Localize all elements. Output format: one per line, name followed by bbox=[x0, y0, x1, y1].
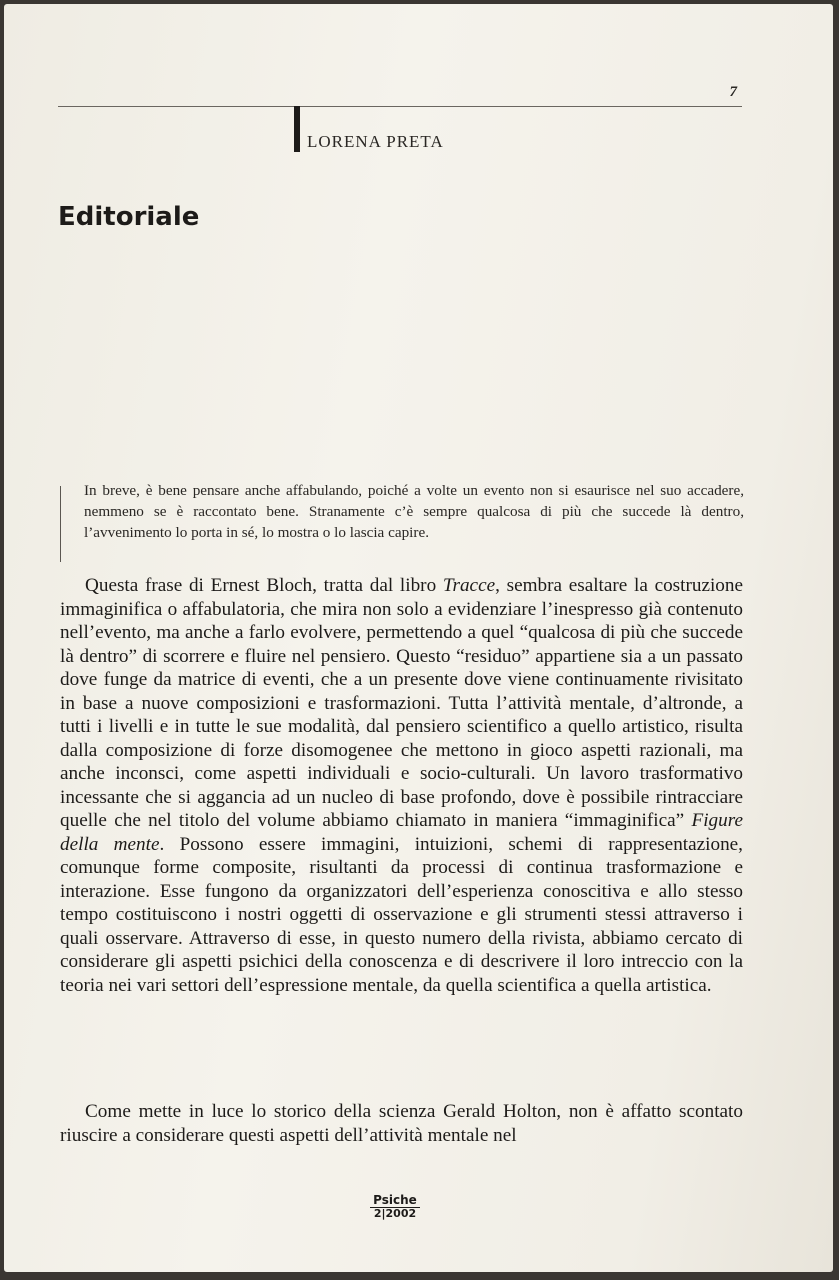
book-title-italic: Tracce bbox=[442, 575, 496, 596]
author-name: LORENA PRETA bbox=[307, 132, 444, 151]
page-number: 7 bbox=[729, 84, 737, 100]
header-rule bbox=[58, 106, 742, 107]
author-marker-bar bbox=[294, 106, 300, 152]
epigraph-quote: In breve, è bene pensare anche affabulando, poiché a volte un evento non si esaurisce nel suo accadere, nemmeno se è raccontato bene. Stranamente c’è sempre qualcosa di più che succede là dentro, l’avvenimento lo porta in sé, lo mostra o lo lascia capire. bbox=[84, 482, 744, 541]
issue-number: 2|2002 bbox=[370, 1207, 420, 1220]
volume-title-italic: Figure della mente bbox=[60, 810, 743, 855]
magazine-name: Psiche bbox=[373, 1193, 417, 1207]
paragraph-text: Questa frase di Ernest Bloch, tratta dal libro bbox=[85, 575, 443, 596]
epigraph-bar bbox=[60, 486, 61, 562]
body-paragraph-1 bbox=[60, 574, 743, 997]
magazine-logo bbox=[370, 1194, 420, 1220]
body-paragraph-2: Come mette in luce lo storico della scienza Gerald Holton, non è affatto scontato riuscire a considerare questi aspetti dell’attività mentale nel bbox=[60, 1101, 743, 1146]
paragraph-text: . Possono essere immagini, intuizioni, schemi di rappresentazione, comunque forme composite, risultanti da processi di continua trasformazione e interazione. Esse fungono da organizzatori dell’esperienza conoscitiva e allo stesso tempo costituiscono i nostri oggetti di osservazione e gli strumenti stessi attraverso i quali osservare. Attraverso di esse, in questo numero della rivista, abbiamo cercato di considerare gli aspetti psichici della conoscenza e di descrivere il loro intreccio con la teoria nei vari settori dell’espressione mentale, da quella scientifica a quella artistica. bbox=[60, 833, 743, 996]
document-page bbox=[4, 4, 833, 1272]
page-title: Editoriale bbox=[58, 202, 200, 232]
paragraph-text: , sembra esaltare la costruzione immaginifica o affabulatoria, che mira non solo a evidenziare l’inespresso già contenuto nell’evento, ma anche a farlo evolvere, permettendo a quel “qualcosa di più che succede là dentro” di scorrere e fluire nel pensiero. Questo “residuo” appartiene sia a un passato dove funge da matrice di eventi, che a un presente dove viene continuamente rivisitato in base a nuove composizioni e trasformazioni. Tutta l’attività mentale, d’altronde, a tutti i livelli e in tutte le sue modalità, dal pensiero scientifico a quello artistico, risulta dalla composizione di forze disomogenee che mettono in gioco aspetti razionali, ma anche inconsci, come aspetti individuali e socio-culturali. Un lavoro trasformativo incessante che si aggancia ad un nucleo di base profondo, dove è possibile rintracciare quelle che nel titolo del volume abbiamo chiamato in maniera “immaginifica” bbox=[60, 575, 744, 831]
